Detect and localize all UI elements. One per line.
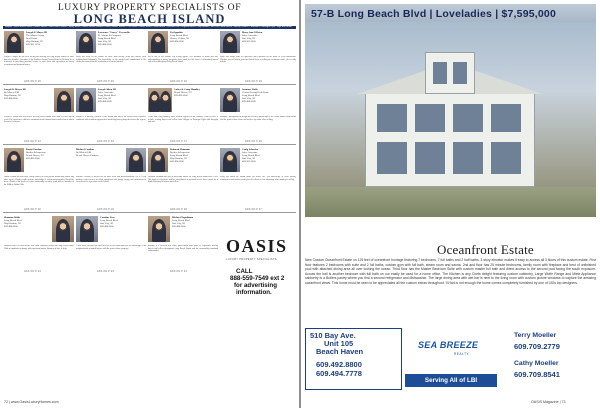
agent-line: Long Beach Blvd <box>100 219 118 222</box>
listing-hero-photo <box>305 22 596 217</box>
window <box>453 104 483 132</box>
agent-line: 609.494.0000 <box>170 160 184 163</box>
agent-line: Surf City, NJ <box>172 222 186 225</box>
agent-name: Mary Ann O'Brien <box>242 31 263 34</box>
agent-card <box>242 31 296 43</box>
agent-name: Suzanne Wolfe <box>242 88 258 91</box>
agent-name: Colter & Craig Handley <box>174 88 200 91</box>
window <box>491 104 521 132</box>
agent-photo <box>148 31 168 53</box>
agent-card <box>100 216 146 228</box>
agent-line: 609.494.0000 <box>4 225 18 228</box>
agent-line: 609.494.0000 <box>172 225 186 228</box>
agent-line: 609.494.0000 <box>98 43 112 46</box>
agent-card <box>174 88 218 97</box>
agent-bio: Michael is a licensed real estate professional with years of experience serving buyers and sellers throughout Long Beach Island and the surrounding mainland communities. <box>148 245 218 253</box>
agent-line: Harvey Cedars, NJ <box>170 37 189 40</box>
agent-line: Ship Bottom, NJ <box>4 94 21 97</box>
agent-card <box>98 31 144 46</box>
agent-bio: Shannon Wolfe is a full service real estate company located on Long Beach Island. With an emphasis on luxury and waterfront homes, Shannon is here to help. <box>4 245 74 250</box>
agent-line: 609.361.1234 <box>26 43 40 46</box>
agent-card <box>242 88 296 103</box>
agent-line: Surf City, NJ <box>242 97 256 100</box>
agent-name: Michael Napolitano <box>172 216 194 219</box>
agent-photo <box>52 216 74 242</box>
agent-line: Surf City, NJ <box>98 40 112 43</box>
agent-name: Pat Ippolito <box>170 31 183 34</box>
ad-page-ref: ADS ON P 24 <box>24 270 41 273</box>
window <box>377 142 407 174</box>
ad-page-ref: ADS ON P 24 <box>170 270 187 273</box>
right-folio: OASIS Magazine | 73 <box>531 400 566 404</box>
agent-card <box>170 148 218 163</box>
agent-photo <box>220 88 240 112</box>
agent-bio: Deborah Heimann has been a successful broker on Long Beach Island since 1985. Her depth of experience and her commitment to personal service have earned her a loyal following of buyers and sellers. <box>148 176 218 184</box>
ad-page-ref: ADS ON P 23 <box>97 140 114 143</box>
agent-line: Re/Max at LBI <box>4 91 20 94</box>
call-line: information. <box>236 289 272 296</box>
agent-bio: Mary Ann brings years of experience and a passion for the shore to every transaction. Whether you are buying your first beach home or selling an oceanfront estate, she is ready to help. <box>220 56 296 64</box>
call-phone: 888-559-7549 ext 2 <box>230 275 285 282</box>
agent-photo <box>148 88 172 112</box>
agent-line: 609.494.0000 <box>4 97 18 100</box>
agent-photo <box>54 88 74 112</box>
office-address-box <box>305 328 402 390</box>
agent-name: Joseph Aiken III <box>98 88 116 91</box>
agent-name: Michael Condon <box>76 148 94 151</box>
agent-card <box>98 88 146 103</box>
agent-line: Long Beach Blvd <box>4 219 22 222</box>
agent-line: Ship Bottom, NJ <box>26 40 43 43</box>
ad-page-ref: ADS ON P 29 <box>170 80 187 83</box>
agent-card <box>4 88 54 100</box>
ad-page-ref: ADS ON P 29 <box>24 80 41 83</box>
agent-line: 609.361.0000 <box>242 160 256 163</box>
ad-page-ref: ADS ON P 29 <box>245 140 262 143</box>
oasis-tagline: LUXURY PROPERTY SPECIALISTS <box>226 258 277 261</box>
agent-photo <box>148 148 168 172</box>
agent-photo <box>76 31 96 53</box>
agent-line: Long Beach Blvd <box>242 154 260 157</box>
row-divider <box>3 144 296 145</box>
agent-line: Beach Haven Gardens <box>76 154 99 157</box>
agent-bio: Michael Condon is known for his hard work and professionalism. He is a top producer who focuses on client satisfaction and brings energy and enthusiasm to every home he represents on the Island. <box>76 176 146 184</box>
ad-page-ref: ADS ON P 20 <box>24 208 41 211</box>
agent-card <box>26 31 72 46</box>
office-unit: Unit 105 <box>324 339 354 348</box>
agent-photo <box>220 148 240 172</box>
window <box>453 142 483 174</box>
ad-page-ref: ADS ON P 27 <box>245 208 262 211</box>
agent-bio: Colter and Craig Handley have worked together as the Handley Team for over a decade, serving buyers and sellers from Holgate to Barnegat Light with integrity and care. <box>148 116 218 124</box>
agent-line: Surf City, NJ <box>242 157 256 160</box>
office-phone: 609.494.7778 <box>316 369 362 378</box>
left-page <box>0 0 299 408</box>
serving-banner: Serving All of LBI <box>405 374 497 387</box>
agent-name: Caroline Lisa <box>100 216 115 219</box>
agent-bio: Joseph is a lifelong resident of the Island and offers his clients local expertise combined with a modern approach to marketing luxury properties across the region. <box>76 116 146 121</box>
ad-page-ref: ADS ON P 23 <box>24 140 41 143</box>
agent-line: 609.494.0000 <box>98 100 112 103</box>
agent-card <box>170 31 216 43</box>
agent-line: Surf City, NJ <box>242 37 256 40</box>
agent-line: Beach Haven, NJ <box>174 91 192 94</box>
agent-line: Surf City, NJ <box>100 222 114 225</box>
row-divider <box>3 84 296 85</box>
agent-line: Long Beach Blvd <box>172 219 190 222</box>
agent-photo <box>4 148 24 172</box>
ad-page-ref: ADS ON P 18 <box>97 208 114 211</box>
agent-card <box>4 216 50 228</box>
window <box>377 104 407 132</box>
agent-line: Coastal Living Real Estate <box>242 91 269 94</box>
agent-bio: A true local, Caroline has spent her life on the Island and uses her knowledge of its neighborhoods to match buyers with the perfect shore property. <box>76 245 146 250</box>
agent-line: 609.494.0000 <box>100 225 114 228</box>
agents-box <box>500 328 596 390</box>
office-phone: 609.492.8800 <box>316 360 362 369</box>
ad-page-ref: ADS ON P 28 <box>170 208 187 211</box>
agent-name: Shannon Wolfe <box>4 216 21 219</box>
brand-subtitle: REALTY <box>454 352 470 356</box>
agent-line: Re/Max at LBI <box>76 151 92 154</box>
masthead-subtitle: LONG BEACH ISLAND <box>73 12 226 26</box>
brand-box <box>402 328 500 390</box>
agent-line: Beach Haven, NJ <box>26 154 44 157</box>
ad-page-ref: ADS ON P 29 <box>245 80 262 83</box>
office-town: Beach Haven <box>316 347 364 356</box>
agent-bio: Pat is one of the Island's top selling agents. Her attention to detail and true understanding of luxury properties have made her the choice of discerning buyers and sellers throughout Long Beach Island. <box>148 56 218 64</box>
agent-bio: David Gordon has sold more luxury homes on Long Beach Island than almost any other agent. A broker with extensive knowledge of waterfront properties, David has been a leader in the local real estate community for many years and is a member of the Million Dollar Club. <box>4 176 74 187</box>
listing-address-price: 57-B Long Beach Blvd | Loveladies | $7,595,000 <box>311 8 557 20</box>
agent-bio: Joseph D. Mayer has been active in Long Beach Island real estate for over fifteen years. His experience with new construction and custom homes makes him a valued resource for buyers. <box>4 116 74 124</box>
agent-phone: 609.709.8541 <box>514 370 560 379</box>
towns-strip: Holgate • South Beach Haven • Beach Haven • North Beach Haven • Spray Beach • Beach Haven Gardens • Beach Haven Terrace • The Dunes • Haven Beach • Brant Beach • Peahala Park • Brighton Beach • Ship Bottom • Surf City • North Beach • Harvey Cedars • Loveladies • Barnegat Light • High Bar Harbor <box>3 26 296 29</box>
oasis-ad <box>220 216 296 396</box>
agent-photo <box>4 31 24 53</box>
agent-name: Cathy Moeller <box>514 360 559 367</box>
agent-name: Lawrence "Larry" Pescarella <box>98 31 130 34</box>
agent-line: The Mayer Group <box>26 34 45 37</box>
dune-grass <box>305 187 596 217</box>
window <box>415 104 445 132</box>
listing-title: Oceanfront Estate <box>437 242 534 257</box>
agent-photo <box>148 216 170 242</box>
agent-name: Craig Schaefer <box>242 148 259 151</box>
agent-line: K. Adams & Company <box>98 34 121 37</box>
agent-photo <box>76 216 98 242</box>
agent-line: Sales Associate <box>242 34 258 37</box>
window <box>453 62 467 84</box>
left-folio: 72 | www.OasisLuxuryHomes.com <box>4 400 59 404</box>
agent-line: 609.492.0000 <box>174 94 188 97</box>
office-street: 510 Bay Ave. <box>310 331 356 340</box>
ad-page-ref: ADS ON P 29 <box>97 80 114 83</box>
agent-line: 609.361.0000 <box>242 40 256 43</box>
agent-bio: Suzanne's background in design and her deep knowledge of the Island market help clients find the perfect shore home and achieve top value when selling. <box>220 116 296 121</box>
oasis-logo: OASIS <box>226 236 288 256</box>
agent-bio: Craig has called the Island home his whole life. His knowledge of local zoning, construction and market trends gives his clients a clear advantage when buying or selling. <box>220 176 296 181</box>
agent-line: Long Beach Blvd <box>170 34 188 37</box>
agent-photo <box>76 88 96 112</box>
call-line: for advertising <box>234 282 277 289</box>
agent-line: Sales Associate <box>98 91 114 94</box>
ad-page-ref: ADS ON P 23 <box>97 270 114 273</box>
agent-name: Joseph D. Mayer III <box>4 88 26 91</box>
window <box>415 142 445 174</box>
row-divider <box>3 212 296 213</box>
agent-line: Broker-Salesperson <box>170 151 190 154</box>
agent-line: 609.492.0000 <box>26 157 40 160</box>
right-page <box>301 0 600 408</box>
agent-line: Long Beach Blvd <box>98 94 116 97</box>
agent-line: Sales Associate <box>242 151 258 154</box>
agent-line: Real Estate <box>26 37 38 40</box>
agent-phone: 609.709.2779 <box>514 342 560 351</box>
agent-line: 609.494.0000 <box>242 100 256 103</box>
listing-description: New Custom Oceanfront Estate on 125 feet of oceanfront frontage featuring 7 bedrooms, 7 full baths and 2 half baths. 3 story elevator makes it easy to access all 3 floors of this custom estate. First floor features 2 bedrooms with suite and 2 full baths, custom gym with full bath, steam room and sauna. 2nd and floor has 25 minute bedrooms, family room with fireplace and best of unfinished pool with attached dining area all over looking the ocean. Third floor has the Master Bedroom Suite with custom master full bath and direct access to the second pool facing the south exposure. Across the hall is another bedroom with full bath on our easily be used for a home office. The Kitchen is any Chefs delight featuring custom cabinetry, Large Wolfe Range and Miele Appliance cabinetry is a Butlers pantry where you find a second refrigerator and dishwasher. The large dining area with wet bar is next to the living room with custom picture windows to capture the amazing oceanfront views. This home must be seen to be appreciated all the custom extras throughout. If Hart is not enough the home comes completely furnished by one of LBI's top designers. <box>305 258 596 285</box>
listing-banner <box>305 4 596 22</box>
agent-name: David Gordon <box>26 148 42 151</box>
agent-card <box>26 148 74 160</box>
ad-page-ref: ADS ON P 71 <box>170 140 187 143</box>
window <box>433 62 447 84</box>
agent-name: Joseph P. Mayer III <box>26 31 48 34</box>
agent-card <box>242 148 296 163</box>
agent-line: Long Beach Blvd <box>98 37 116 40</box>
agent-line: Broker-Salesperson <box>26 151 46 154</box>
agent-line: Long Beach Blvd <box>242 94 260 97</box>
agent-card <box>172 216 218 228</box>
brand-logo: SEA BREEZE <box>418 340 479 350</box>
agent-name: Terry Moeller <box>514 332 557 339</box>
call-label: CALL <box>236 268 253 275</box>
agent-line: Surf City, NJ <box>98 97 112 100</box>
agent-photo <box>220 31 240 53</box>
agent-line: Ship Bottom, NJ <box>4 222 21 225</box>
window <box>491 142 521 174</box>
agent-card <box>76 148 124 157</box>
agent-bio: Joseph P. Mayer III has been selling and renting on Long Beach Island for more than two decades. A member of the Southern Ocean County Board of Realtors, he is dedicated to providing personal service to each client and specializes in luxury oceanfront and bayfront homes. <box>4 56 74 67</box>
agent-photo <box>126 148 146 172</box>
agent-line: Ship Bottom, NJ <box>170 157 187 160</box>
seabreeze-ad <box>305 328 596 390</box>
agent-bio: Larry has lived on the Island for more than twenty years and knows each neighborhood intimately. His knowledge of the market and commitment to his clients has earned him the reputation as a trusted advisor. <box>76 56 146 64</box>
masthead-title: LUXURY PROPERTY SPECIALISTS OF <box>57 2 242 13</box>
agent-line: 609.494.0000 <box>170 40 184 43</box>
agent-name: Deborah Heimann <box>170 148 190 151</box>
agent-line: Long Beach Blvd <box>170 154 188 157</box>
